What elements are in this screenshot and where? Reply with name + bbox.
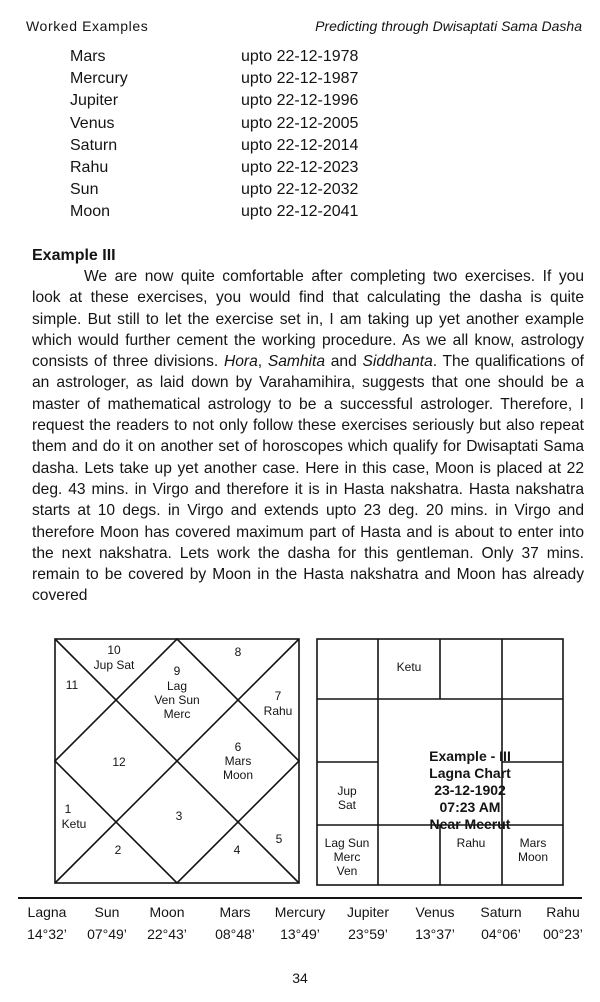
dasha-date: upto 22-12-1996 — [241, 92, 359, 110]
term-samhita: Samhita — [267, 353, 326, 371]
planet-ven: Ven — [336, 864, 358, 878]
dasha-date: upto 22-12-2005 — [241, 114, 359, 132]
dasha-row — [70, 46, 390, 68]
dasha-date: upto 22-12-2032 — [241, 181, 359, 199]
position-value: 13°49’ — [280, 926, 320, 942]
separator-comma: , — [257, 353, 268, 371]
position-name: Mars — [219, 904, 251, 920]
dasha-row — [70, 113, 390, 135]
house-6-planet-2: Moon — [222, 768, 254, 782]
planet-lag-sun: Lag Sun — [324, 836, 370, 850]
dasha-row — [70, 135, 390, 157]
dasha-row — [70, 179, 390, 201]
house-11-number: 11 — [65, 678, 79, 692]
dasha-row — [70, 68, 390, 90]
position-value: 14°32’ — [27, 926, 67, 942]
caption-time: 07:23 AM — [439, 798, 501, 815]
house-10-planets: Jup Sat — [93, 658, 135, 672]
dasha-planet: Mercury — [70, 70, 128, 88]
position-value: 13°37’ — [415, 926, 455, 942]
caption-chart-type: Lagna Chart — [429, 764, 511, 781]
dasha-row — [70, 201, 390, 223]
dasha-planet: Moon — [70, 203, 111, 221]
positions-header-row — [20, 904, 586, 926]
house-10-number: 10 — [107, 643, 121, 657]
position-name: Saturn — [480, 904, 522, 920]
position-value: 00°23’ — [543, 926, 583, 942]
page-number: 34 — [292, 970, 308, 986]
position-name: Lagna — [27, 904, 67, 920]
planet-sat: Sat — [337, 798, 356, 812]
cell-rahu: Rahu — [456, 836, 486, 850]
planet-mars: Mars — [519, 836, 547, 850]
position-value: 22°43’ — [147, 926, 187, 942]
caption-example: Example - III — [429, 747, 511, 764]
conjunction-and: and — [325, 353, 363, 371]
position-value: 23°59’ — [348, 926, 388, 942]
planet-positions-table — [20, 904, 586, 948]
house-3-number: 3 — [175, 809, 183, 823]
house-9-planet-2: Ven Sun — [154, 693, 200, 707]
chart-center-caption — [378, 698, 562, 882]
dasha-planet: Sun — [70, 181, 99, 199]
north-indian-chart — [54, 638, 300, 884]
caption-date: 23-12-1902 — [434, 781, 506, 798]
dasha-list — [70, 46, 390, 224]
house-1-number: 1 — [64, 802, 72, 816]
position-value: 08°48’ — [215, 926, 255, 942]
house-2-number: 2 — [114, 843, 122, 857]
position-name: Moon — [149, 904, 185, 920]
planet-moon: Moon — [517, 850, 549, 864]
cell-ketu: Ketu — [396, 660, 422, 674]
dasha-planet: Saturn — [70, 136, 118, 154]
position-name: Jupiter — [346, 904, 390, 920]
dasha-date: upto 22-12-1987 — [241, 70, 359, 88]
dasha-date: upto 22-12-2023 — [241, 158, 359, 176]
term-siddhanta: Siddhanta — [362, 353, 433, 371]
dasha-row — [70, 90, 390, 112]
header-section-title: Worked Examples — [26, 18, 149, 34]
house-7-number: 7 — [274, 689, 282, 703]
house-6-planet-1: Mars — [224, 754, 252, 768]
dasha-date: upto 22-12-2041 — [241, 203, 359, 221]
dasha-planet: Jupiter — [70, 92, 119, 110]
dasha-row — [70, 157, 390, 179]
positions-value-row — [20, 926, 586, 948]
house-9-planet-3: Merc — [163, 707, 191, 721]
position-value: 07°49’ — [87, 926, 127, 942]
dasha-planet: Rahu — [70, 158, 109, 176]
cell-jup-sat — [318, 784, 376, 812]
house-4-number: 4 — [233, 843, 241, 857]
dasha-planet: Mars — [70, 48, 106, 65]
position-name: Mercury — [274, 904, 326, 920]
position-value: 04°06’ — [481, 926, 521, 942]
house-9-planet-1: Lag — [166, 679, 188, 693]
planet-merc: Merc — [333, 850, 361, 864]
planet-jup: Jup — [337, 784, 357, 798]
header-book-title: Predicting through Dwisaptati Sama Dasha — [315, 18, 582, 34]
term-hora: Hora — [223, 353, 258, 371]
paragraph-text-1: We are now quite comfortable after completing two exercises. If you look at these exercises, you would find that calculating the dasha is quite simple. But still to let the exercise set in, I am taking up yet another example which would further cement the working procedure. As we all know, astrology consists of three divisions. — [32, 268, 584, 371]
position-name: Sun — [94, 904, 120, 920]
divider-line — [18, 897, 582, 899]
house-6-number: 6 — [234, 740, 242, 754]
house-7-planets: Rahu — [263, 704, 293, 718]
house-12-number: 12 — [112, 755, 126, 769]
cell-lagna-group — [318, 836, 376, 878]
dasha-date: upto 22-12-2014 — [241, 136, 359, 154]
example-paragraph — [32, 266, 584, 607]
paragraph-text-2: . The qualifications of an astrologer, as laid down by Varahamihira, suggests that one should be a master of mathematical astrology to be a successful astrologer. Therefore, I request the readers to not only follow these exercises seriously but also repeat them and do it on another set of horoscopes which qualify for Dwisaptati Sama dasha. Lets take up yet another case. Here in this case, Moon is placed at 22 deg. 43 mins. in Virgo and therefore it is in Hasta nakshatra. Hasta nakshatra starts at 10 degs. in Virgo and extends upto 23 deg. 20 mins. in Virgo and therefore Moon has covered maximum part of Hasta and is about to enter into the next nakshatra. Lets work the dasha for this gentleman. Only 37 mins. remain to be covered by Moon in the Hasta nakshatra and Moon has already covered — [32, 353, 585, 605]
running-header — [26, 18, 582, 38]
position-name: Venus — [415, 904, 455, 920]
house-1-planets: Ketu — [61, 817, 87, 831]
example-heading: Example III — [32, 247, 116, 264]
house-9-number: 9 — [173, 664, 181, 678]
dasha-planet: Venus — [70, 114, 115, 132]
house-8-number: 8 — [234, 645, 242, 659]
dasha-date: upto 22-12-1978 — [241, 48, 359, 65]
caption-place: Near Meerut — [429, 815, 511, 832]
south-indian-chart — [316, 638, 564, 886]
position-name: Rahu — [546, 904, 580, 920]
house-5-number: 5 — [275, 832, 283, 846]
